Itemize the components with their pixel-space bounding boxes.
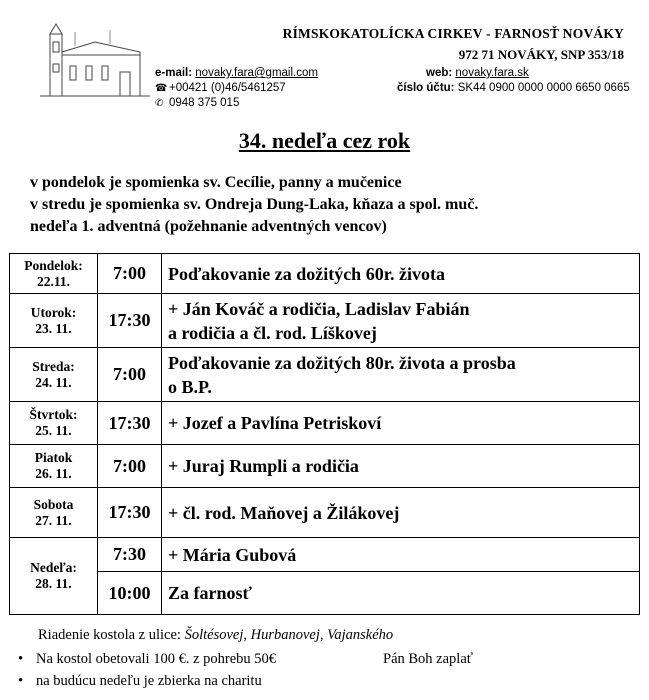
intention-cell: [162, 402, 640, 445]
intention-line: + Jozef a Pavlína Petriskoví: [168, 413, 382, 433]
bullet-icon: •: [18, 651, 24, 667]
parish-title: RÍMSKOKATOLÍCKA CIRKEV - FARNOSŤ NOVÁKY: [282, 26, 624, 41]
note-line: v pondelok je spomienka sv. Cecílie, panny a mučenice: [30, 174, 402, 191]
offering-text: Na kostol obetovali 100 €. z pohrebu 50€: [36, 651, 277, 667]
cleaning-note: [38, 627, 393, 644]
intention-line: + čl. rod. Maňovej a Žilákovej: [168, 502, 400, 523]
mobile-phone-icon: ✆: [155, 98, 164, 109]
day-name: Streda:: [32, 358, 75, 374]
weekly-notes: [30, 172, 478, 238]
day-name: Štvrtok:: [29, 407, 78, 422]
time-cell: 17:30: [98, 294, 162, 348]
day-date: 25. 11.: [35, 423, 72, 438]
table-row: [10, 572, 640, 615]
account-label: číslo účtu:: [397, 82, 455, 94]
day-name: Sobota: [33, 496, 74, 512]
email-row: [155, 67, 318, 79]
week-title: 34. nedeľa cez rok: [238, 128, 411, 153]
mobile-number: 0948 375 015: [169, 97, 240, 109]
collection-text: na budúcu nedeľu je zbierka na charitu: [36, 673, 262, 689]
time-cell: 17:30: [98, 488, 162, 538]
day-name: Piatok: [34, 450, 73, 465]
intention-cell: [162, 538, 640, 572]
time-cell: 7:00: [98, 348, 162, 402]
day-date: 23. 11.: [35, 320, 72, 336]
mass-schedule-table: [9, 253, 640, 615]
thanks-text: Pán Boh zaplať: [383, 651, 473, 667]
cleaning-label: Riadenie kostola z ulice:: [38, 627, 185, 643]
table-row: [10, 294, 640, 348]
intention-cell: [162, 572, 640, 615]
day-cell: [10, 348, 98, 402]
cleaning-streets: Šoltésovej, Hurbanovej, Vajanského: [184, 627, 394, 643]
web-row: [426, 67, 529, 79]
table-row: [10, 488, 640, 538]
day-name: Nedeľa:: [30, 560, 77, 575]
day-date: 22.11.: [36, 273, 70, 289]
day-date: 28. 11.: [35, 576, 72, 591]
account-row: [397, 82, 630, 94]
intention-cell: [162, 294, 640, 348]
intention-cell: [162, 348, 640, 402]
web-link[interactable]: novaky.fara.sk: [455, 67, 529, 79]
table-row: [10, 348, 640, 402]
table-row: [10, 538, 640, 572]
note-line: nedeľa 1. adventná (požehnanie adventných vencov): [30, 218, 387, 235]
intention-line: + Mária Gubová: [168, 544, 297, 565]
day-cell: [10, 488, 98, 538]
time-cell: 17:30: [98, 402, 162, 445]
intention-line: + Juraj Rumpli a rodičia: [168, 456, 359, 476]
email-link[interactable]: novaky.fara@gmail.com: [195, 67, 318, 79]
phone-row: [155, 82, 286, 94]
phone-icon: ☎: [155, 83, 168, 94]
intention-line: Poďakovanie za dožitých 60r. života: [168, 263, 446, 284]
table-row: [10, 402, 640, 445]
intention-cell: [162, 254, 640, 294]
day-date: 27. 11.: [35, 512, 72, 528]
bullet-icon: •: [18, 673, 24, 689]
time-cell: 7:00: [98, 254, 162, 294]
intention-cell: [162, 445, 640, 488]
day-cell: [10, 254, 98, 294]
day-name: Utorok:: [30, 304, 77, 320]
parish-address: 972 71 NOVÁKY, SNP 353/18: [458, 47, 624, 62]
intention-line: o B.P.: [168, 376, 212, 397]
day-cell: [10, 402, 98, 445]
intention-line: Za farnosť: [168, 583, 252, 603]
time-cell: 7:00: [98, 445, 162, 488]
email-label: e-mail:: [155, 67, 193, 79]
day-cell: [10, 445, 98, 488]
intention-line: a rodičia a čl. rod. Líškovej: [168, 322, 377, 343]
offering-item: [18, 651, 473, 668]
web-label: web:: [426, 67, 453, 79]
table-row: [10, 445, 640, 488]
day-date: 26. 11.: [35, 466, 72, 481]
table-row: [10, 254, 640, 294]
day-cell: [10, 294, 98, 348]
intention-cell: [162, 488, 640, 538]
day-name: Pondelok:: [24, 257, 83, 273]
day-date: 24. 11.: [35, 374, 72, 390]
intention-line: Poďakovanie za dožitých 80r. života a prosba: [168, 352, 516, 373]
intention-line: + Ján Kováč a rodičia, Ladislav Fabián: [168, 298, 470, 319]
collection-item: [18, 673, 262, 690]
phone-number: +00421 (0)46/5461257: [169, 82, 286, 94]
time-cell: 7:30: [98, 538, 162, 572]
mobile-row: [155, 97, 239, 109]
day-cell: [10, 538, 98, 615]
note-line: v stredu je spomienka sv. Ondreja Dung-Laka, kňaza a spol. muč.: [30, 196, 479, 213]
account-number: SK44 0900 0000 0000 6650 0665: [457, 82, 630, 94]
time-cell: 10:00: [98, 572, 162, 615]
church-logo: [40, 22, 150, 100]
